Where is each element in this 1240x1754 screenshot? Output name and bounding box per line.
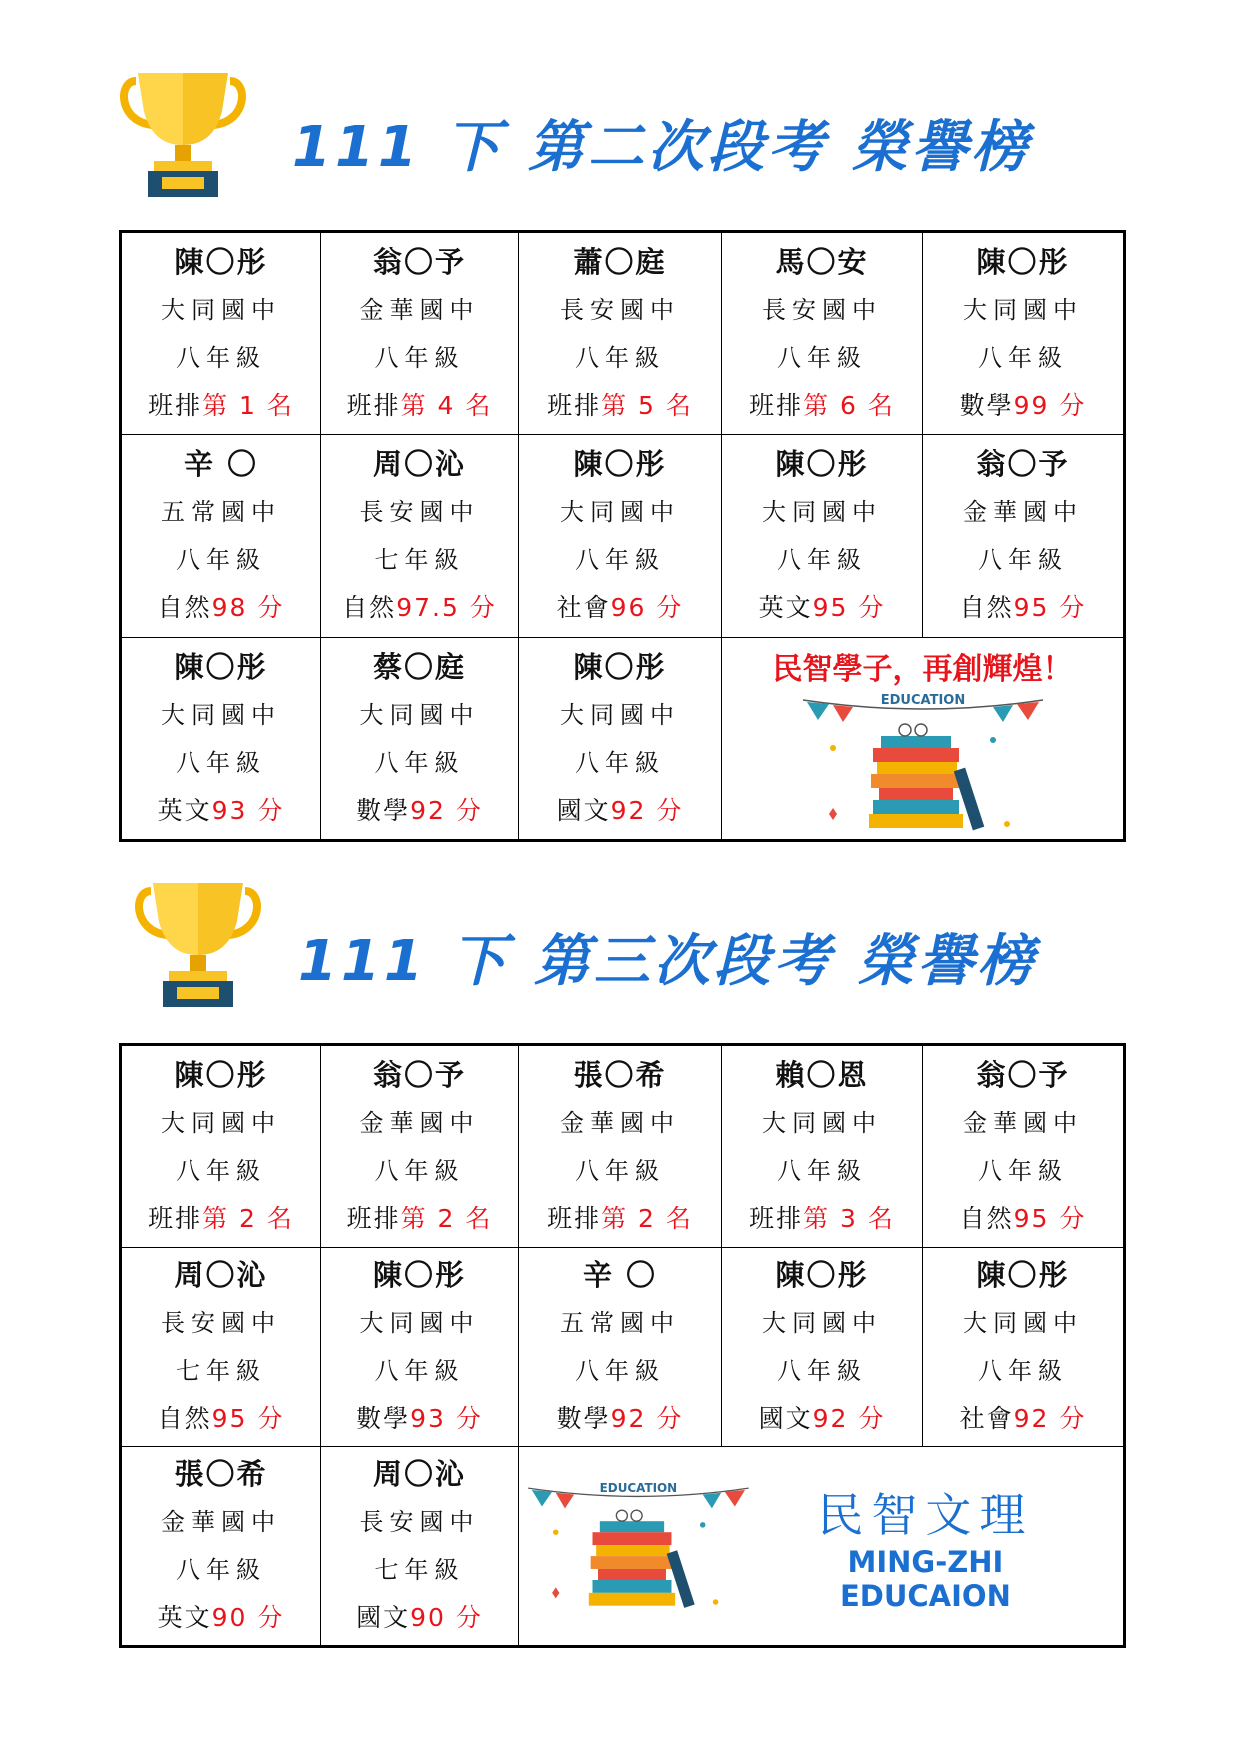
subject-label: 國文	[356, 1603, 411, 1632]
student-name: 陳〇彤	[775, 447, 869, 481]
score-value: 第 1 名	[202, 390, 294, 420]
result-line	[122, 584, 320, 632]
education-banner: EDUCATION	[880, 692, 965, 708]
student-cell	[121, 1045, 321, 1248]
student-name: 陳〇彤	[976, 1258, 1070, 1292]
brand-name-en: MING-ZHI EDUCAION	[839, 1545, 1011, 1613]
grade-level: 七年級	[374, 546, 465, 574]
grade-level: 八年級	[374, 1156, 465, 1185]
school-name: 大同國中	[560, 700, 680, 729]
result-line	[519, 1395, 721, 1443]
subject-label: 班排	[148, 390, 203, 420]
student-cell	[519, 1248, 722, 1447]
subject-label: 國文	[758, 1404, 813, 1433]
grade-level: 八年級	[978, 343, 1068, 372]
slogan-cell	[722, 638, 1125, 841]
student-cell	[121, 1248, 321, 1447]
honor-board-1	[119, 230, 1126, 842]
section2-header	[0, 865, 1240, 1015]
subject-label: 班排	[749, 1203, 804, 1233]
student-name: 陳〇彤	[372, 1258, 466, 1292]
student-cell	[519, 1045, 722, 1248]
school-name: 金華國中	[161, 1508, 281, 1536]
result-line	[321, 584, 518, 632]
subject-label: 自然	[342, 593, 397, 622]
grade-level: 八年級	[777, 343, 867, 372]
grade-level: 八年級	[575, 546, 665, 574]
student-cell	[121, 1447, 321, 1647]
result-line	[722, 1395, 922, 1443]
trophy-icon	[133, 873, 263, 1013]
student-cell	[121, 638, 321, 841]
school-name: 五常國中	[161, 498, 281, 526]
brand-name-cn: 民智文理	[817, 1488, 1034, 1542]
student-cell	[519, 638, 722, 841]
score-value: 92 分	[812, 1404, 886, 1433]
student-name: 辛 〇	[582, 1258, 658, 1292]
school-name: 大同國中	[161, 700, 281, 729]
student-cell	[722, 232, 923, 435]
grade-level: 八年級	[176, 343, 266, 372]
subject-label: 英文	[758, 593, 813, 622]
score-value: 90 分	[211, 1603, 285, 1632]
subject-label: 社會	[556, 593, 611, 622]
score-value: 95 分	[812, 593, 886, 622]
student-cell	[321, 1248, 519, 1447]
education-banner: EDUCATION	[599, 1480, 678, 1495]
grade-level: 八年級	[575, 343, 665, 372]
score-value: 第 4 名	[400, 390, 493, 420]
score-value: 92 分	[610, 795, 684, 825]
subject-label: 數學	[356, 795, 411, 825]
student-cell	[321, 638, 519, 841]
school-name: 大同國中	[762, 498, 882, 526]
score-value: 93 分	[410, 1404, 483, 1433]
student-cell	[923, 435, 1125, 638]
score-value: 第 3 名	[803, 1203, 895, 1233]
result-line	[722, 1195, 922, 1243]
subject-label: 社會	[959, 1404, 1014, 1433]
subject-label: 班排	[346, 1203, 401, 1233]
school-name: 大同國中	[359, 1309, 480, 1337]
score-value: 92 分	[610, 1404, 684, 1433]
student-name: 周〇沁	[174, 1258, 268, 1292]
subject-label: 數學	[959, 390, 1014, 420]
student-cell	[321, 1447, 519, 1647]
grade-level: 八年級	[777, 546, 867, 574]
grade-level: 八年級	[575, 1156, 665, 1185]
result-line	[122, 1395, 320, 1443]
result-line	[122, 1594, 320, 1642]
student-cell	[923, 232, 1125, 435]
school-name: 長安國中	[359, 498, 480, 526]
score-value: 95 分	[1013, 593, 1087, 622]
score-value: 93 分	[211, 795, 285, 825]
result-line	[321, 1594, 518, 1642]
subject-label: 班排	[547, 1203, 602, 1233]
student-name: 周〇沁	[372, 447, 466, 481]
student-name: 張〇希	[174, 1457, 268, 1491]
result-line	[519, 1195, 721, 1243]
score-value: 第 6 名	[803, 390, 895, 420]
grade-level: 八年級	[978, 1357, 1068, 1385]
student-name: 馬〇安	[775, 244, 869, 279]
school-name: 長安國中	[560, 295, 680, 324]
education-books-illustration	[519, 1471, 758, 1621]
student-name: 辛 〇	[183, 447, 259, 481]
student-cell	[923, 1248, 1125, 1447]
student-cell	[519, 232, 722, 435]
grade-level: 八年級	[374, 1357, 465, 1385]
student-name: 陳〇彤	[775, 1258, 869, 1292]
subject-label: 數學	[556, 1404, 611, 1433]
grade-level: 七年級	[374, 1556, 465, 1584]
grade-level: 八年級	[176, 1556, 266, 1584]
result-line	[321, 1395, 518, 1443]
grade-level: 八年級	[777, 1156, 867, 1185]
school-name: 大同國中	[161, 295, 281, 324]
score-value: 95 分	[211, 1404, 285, 1433]
student-name: 蔡〇庭	[372, 649, 466, 684]
student-cell	[722, 1248, 923, 1447]
brand-block	[758, 1479, 1093, 1613]
student-cell	[121, 232, 321, 435]
school-name: 長安國中	[359, 1508, 480, 1536]
score-value: 97.5 分	[396, 593, 497, 622]
grade-level: 八年級	[176, 546, 266, 574]
student-name: 陳〇彤	[174, 1057, 268, 1092]
result-line	[321, 1195, 518, 1243]
result-line	[321, 787, 518, 835]
section1-header	[0, 55, 1240, 205]
subject-label: 自然	[959, 1203, 1014, 1233]
score-value: 第 2 名	[202, 1203, 294, 1233]
subject-label: 英文	[157, 1603, 212, 1632]
subject-label: 國文	[556, 795, 611, 825]
grade-level: 八年級	[575, 1357, 665, 1385]
score-value: 99 分	[1013, 390, 1087, 420]
grade-level: 八年級	[176, 1156, 266, 1185]
score-value: 第 5 名	[601, 390, 693, 420]
result-line	[519, 382, 721, 430]
score-value: 第 2 名	[601, 1203, 693, 1233]
school-name: 五常國中	[560, 1309, 680, 1337]
student-cell	[321, 435, 519, 638]
score-value: 第 2 名	[400, 1203, 493, 1233]
slogan: 民智學子，再創輝煌！	[772, 651, 1073, 687]
grade-level: 八年級	[978, 1156, 1068, 1185]
score-value: 96 分	[610, 593, 684, 622]
student-cell	[923, 1045, 1125, 1248]
brand-cell	[519, 1447, 1125, 1647]
score-value: 92 分	[1013, 1404, 1087, 1433]
student-cell	[722, 1045, 923, 1248]
student-cell	[321, 232, 519, 435]
result-line	[923, 1195, 1123, 1243]
school-name: 大同國中	[560, 498, 680, 526]
result-line	[122, 1195, 320, 1243]
result-line	[722, 382, 922, 430]
grade-level: 七年級	[176, 1357, 266, 1385]
score-value: 92 分	[410, 795, 483, 825]
student-name: 翁〇予	[976, 447, 1070, 481]
student-cell	[121, 435, 321, 638]
result-line	[321, 382, 518, 430]
grade-level: 八年級	[978, 546, 1068, 574]
subject-label: 自然	[157, 593, 212, 622]
student-name: 翁〇予	[976, 1057, 1070, 1092]
score-value: 95 分	[1013, 1203, 1087, 1233]
school-name: 金華國中	[359, 295, 480, 324]
school-name: 金華國中	[359, 1108, 480, 1137]
page-title: 111 下 第三次段考 榮譽榜	[298, 929, 1038, 994]
grade-level: 八年級	[777, 1357, 867, 1385]
student-cell	[722, 435, 923, 638]
trophy-icon	[118, 63, 248, 203]
result-line	[923, 1395, 1123, 1443]
result-line	[923, 584, 1123, 632]
result-line	[722, 584, 922, 632]
grade-level: 八年級	[176, 748, 266, 777]
student-name: 蕭〇庭	[573, 244, 667, 279]
subject-label: 班排	[547, 390, 602, 420]
student-name: 翁〇予	[372, 1057, 466, 1092]
school-name: 金華國中	[560, 1108, 680, 1137]
student-cell	[321, 1045, 519, 1248]
student-name: 翁〇予	[372, 244, 466, 279]
result-line	[519, 584, 721, 632]
subject-label: 自然	[157, 1404, 212, 1433]
subject-label: 班排	[148, 1203, 203, 1233]
school-name: 大同國中	[359, 700, 480, 729]
result-line	[519, 787, 721, 835]
school-name: 金華國中	[963, 1108, 1083, 1137]
student-name: 陳〇彤	[976, 244, 1070, 279]
result-line	[122, 382, 320, 430]
student-cell	[519, 435, 722, 638]
student-name: 陳〇彤	[573, 649, 667, 684]
subject-label: 班排	[346, 390, 401, 420]
result-line	[923, 382, 1123, 430]
score-value: 90 分	[410, 1603, 483, 1632]
education-books-illustration	[793, 688, 1053, 838]
school-name: 長安國中	[161, 1309, 281, 1337]
student-name: 張〇希	[573, 1057, 667, 1092]
grade-level: 八年級	[374, 748, 465, 777]
student-name: 陳〇彤	[174, 649, 268, 684]
subject-label: 自然	[959, 593, 1014, 622]
school-name: 大同國中	[963, 1309, 1083, 1337]
subject-label: 英文	[157, 795, 212, 825]
subject-label: 數學	[356, 1404, 411, 1433]
school-name: 長安國中	[762, 295, 882, 324]
school-name: 大同國中	[161, 1108, 281, 1137]
subject-label: 班排	[749, 390, 804, 420]
grade-level: 八年級	[374, 343, 465, 372]
student-name: 陳〇彤	[573, 447, 667, 481]
student-name: 賴〇恩	[775, 1057, 869, 1092]
honor-board-2	[119, 1043, 1126, 1648]
result-line	[122, 787, 320, 835]
student-name: 周〇沁	[372, 1457, 466, 1491]
score-value: 98 分	[211, 593, 285, 622]
student-name: 陳〇彤	[174, 244, 268, 279]
grade-level: 八年級	[575, 748, 665, 777]
school-name: 大同國中	[963, 295, 1083, 324]
school-name: 大同國中	[762, 1309, 882, 1337]
school-name: 金華國中	[963, 498, 1083, 526]
school-name: 大同國中	[762, 1108, 882, 1137]
page-title: 111 下 第二次段考 榮譽榜	[292, 115, 1032, 180]
